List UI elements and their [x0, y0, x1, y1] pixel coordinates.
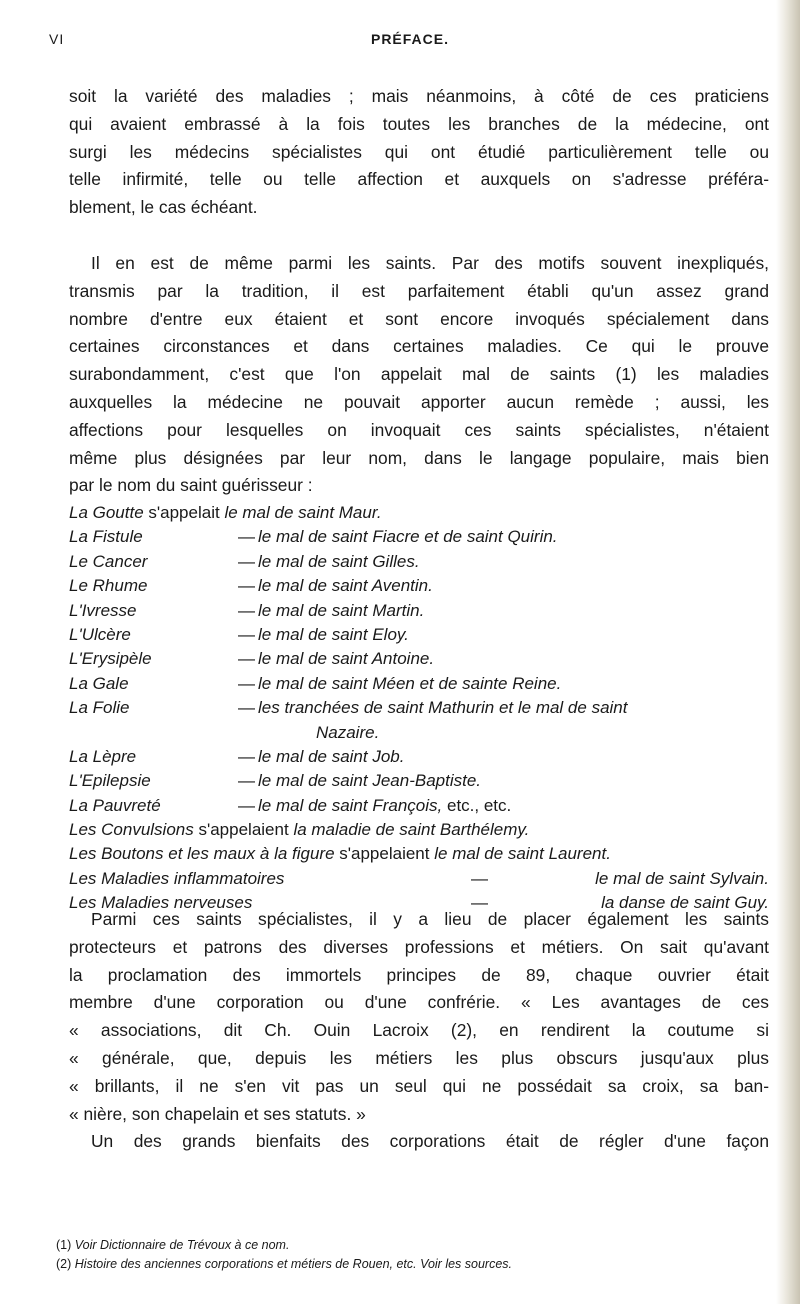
- dash: —: [238, 624, 255, 644]
- paragraph-1: [69, 83, 769, 222]
- saint-remedy-text: le mal de saint François,: [258, 795, 443, 815]
- disease-name: L'Ivresse: [69, 600, 137, 620]
- text-line: la proclamation des immortels principes de 89, chaque ouvrier était: [69, 964, 769, 985]
- saint-remedy: le mal de saint Fiacre et de saint Quirin.: [258, 527, 558, 547]
- dash: —: [471, 893, 488, 913]
- dash: —: [238, 746, 255, 766]
- page-number: VI: [49, 31, 65, 47]
- paragraph-2: [69, 250, 769, 500]
- text-line: « générale, que, depuis les métiers les plus obscurs jusqu'aux plus: [69, 1047, 769, 1068]
- text-line: « associations, dit Ch. Ouin Lacroix (2), en rendirent la coutume si: [69, 1020, 769, 1041]
- saint-remedy: [258, 794, 511, 818]
- disease-name: La Lèpre: [69, 746, 137, 766]
- saint-remedy: le mal de saint Job.: [258, 746, 405, 766]
- saint-remedy: le mal de saint Sylvain.: [595, 868, 769, 888]
- text-line: Un des grands bienfaits des corporations était de régler d'une façon: [91, 1131, 769, 1152]
- page-edge-shadow: [776, 0, 800, 1304]
- dash: —: [238, 576, 255, 596]
- list-entry: [69, 574, 769, 598]
- paragraph-3: [69, 906, 769, 1156]
- running-header: [49, 31, 771, 51]
- dash: —: [471, 868, 488, 888]
- saints-disease-list: [69, 501, 769, 916]
- saint-remedy: le mal de saint Eloy.: [258, 624, 409, 644]
- disease-name: Les Maladies nerveuses: [69, 893, 253, 913]
- dash: —: [238, 698, 255, 718]
- dash: —: [238, 673, 255, 693]
- list-entry: [69, 672, 769, 696]
- text-line: transmis par la tradition, il est parfaitement établi qu'un assez grand: [69, 280, 769, 301]
- saint-remedy: le mal de saint Aventin.: [258, 576, 433, 596]
- dash: —: [238, 600, 255, 620]
- saint-remedy: le mal de saint Maur.: [224, 503, 382, 522]
- disease-name: La Folie: [69, 698, 130, 718]
- etc-suffix: etc., etc.: [446, 795, 512, 815]
- saint-remedy: la maladie de saint Barthélemy.: [293, 820, 530, 840]
- list-entry-convulsions: [69, 818, 769, 842]
- text-line: telle infirmité, telle ou telle affection et auxquels on s'adresse préféra-: [69, 169, 769, 190]
- footnotes: [56, 1236, 770, 1274]
- text-line: Parmi ces saints spécialistes, il y a lieu de placer également les saints: [91, 909, 769, 929]
- text-line: protecteurs et patrons des diverses professions et métiers. On sait qu'avant: [69, 936, 769, 957]
- text-line: auxquelles la médecine ne pouvait apporter aucun remède ; aussi, les: [69, 391, 769, 412]
- disease-name: La Goutte: [69, 503, 144, 522]
- list-verb: s'appelait: [148, 503, 220, 522]
- text-line: qui avaient embrassé à la fois toutes les branches de la médecine, ont: [69, 113, 769, 134]
- disease-name: L'Epilepsie: [69, 771, 151, 791]
- dash: —: [238, 649, 255, 669]
- running-title: PRÉFACE.: [370, 31, 449, 47]
- list-entry: [69, 745, 769, 769]
- list-entry: [69, 794, 769, 818]
- disease-name: L'Ulcère: [69, 624, 131, 644]
- list-entry: [69, 769, 769, 793]
- text-line: soit la variété des maladies ; mais néanmoins, à côté de ces praticiens: [69, 86, 769, 106]
- saint-remedy: la danse de saint Guy.: [601, 893, 769, 913]
- disease-name: La Pauvreté: [69, 795, 161, 815]
- dash: —: [238, 527, 255, 547]
- footnote-mark: (1): [56, 1238, 72, 1252]
- list-entry-continuation: [69, 721, 769, 745]
- saint-remedy: le mal de saint Martin.: [258, 600, 425, 620]
- text-line: « brillants, il ne s'en vit pas un seul qui ne possédait sa croix, sa ban-: [69, 1075, 769, 1096]
- dash: —: [238, 795, 255, 815]
- disease-name: La Gale: [69, 673, 129, 693]
- disease-name: Les Convulsions: [69, 820, 194, 840]
- text-line: affections pour lesquelles on invoquait ces saints spécialistes, n'étaient: [69, 419, 769, 440]
- text-line: membre d'une corporation ou d'une confrérie. « Les avantages de ces: [69, 992, 769, 1013]
- disease-name: Les Boutons et les maux à la figure: [69, 844, 335, 864]
- disease-name: L'Erysipèle: [69, 649, 152, 669]
- list-entry: [69, 550, 769, 574]
- dash: —: [238, 551, 255, 571]
- list-entry: [69, 696, 769, 720]
- text-line: surabondamment, c'est que l'on appelait mal de saints (1) les maladies: [69, 364, 769, 385]
- saint-remedy: le mal de saint Antoine.: [258, 649, 435, 669]
- list-verb: s'appelaient: [339, 844, 430, 864]
- footnote: [56, 1255, 770, 1274]
- footnote-text: Voir Dictionnaire de Trévoux à ce nom.: [74, 1238, 290, 1252]
- disease-name: Les Maladies inflammatoires: [69, 868, 285, 888]
- saint-remedy: le mal de saint Gilles.: [258, 551, 420, 571]
- disease-name: Le Rhume: [69, 576, 148, 596]
- list-entry: [69, 623, 769, 647]
- saint-remedy: le mal de saint Méen et de sainte Reine.: [258, 673, 562, 693]
- text-line: « nière, son chapelain et ses statuts. »: [69, 1103, 366, 1124]
- list-entry-goutte: [69, 501, 769, 525]
- dash: —: [238, 771, 255, 791]
- disease-name: Le Cancer: [69, 551, 148, 571]
- text-line: blement, le cas échéant.: [69, 197, 258, 218]
- text-line: certaines circonstances et dans certaines maladies. Ce qui le prouve: [69, 336, 769, 357]
- footnote-text: Histoire des anciennes corporations et métiers de Rouen, etc. Voir les sources.: [74, 1257, 513, 1271]
- saint-remedy: le mal de saint Jean-Baptiste.: [258, 771, 482, 791]
- list-entry-boutons: [69, 842, 769, 866]
- text-line: Il en est de même parmi les saints. Par des motifs souvent inexpliqués,: [91, 253, 769, 273]
- list-verb: s'appelaient: [198, 820, 289, 840]
- text-line: surgi les médecins spécialistes qui ont étudié particulièrement telle ou: [69, 141, 769, 162]
- list-entry: [69, 525, 769, 549]
- saint-remedy: le mal de saint Laurent.: [434, 844, 611, 864]
- text-line: nombre d'entre eux étaient et sont encore invoqués spécialement dans: [69, 308, 769, 329]
- list-entry: [69, 647, 769, 671]
- saint-remedy-continuation: Nazaire.: [316, 722, 380, 742]
- text-line: par le nom du saint guérisseur :: [69, 475, 313, 496]
- footnote-mark: (2): [56, 1257, 72, 1271]
- text-line: même plus désignées par leur nom, dans le langage populaire, mais bien: [69, 447, 769, 468]
- list-entry-inflammatoires: [69, 867, 769, 891]
- disease-name: La Fistule: [69, 527, 143, 547]
- footnote: [56, 1236, 770, 1255]
- list-entry: [69, 599, 769, 623]
- saint-remedy: les tranchées de saint Mathurin et le mal de saint: [258, 698, 628, 718]
